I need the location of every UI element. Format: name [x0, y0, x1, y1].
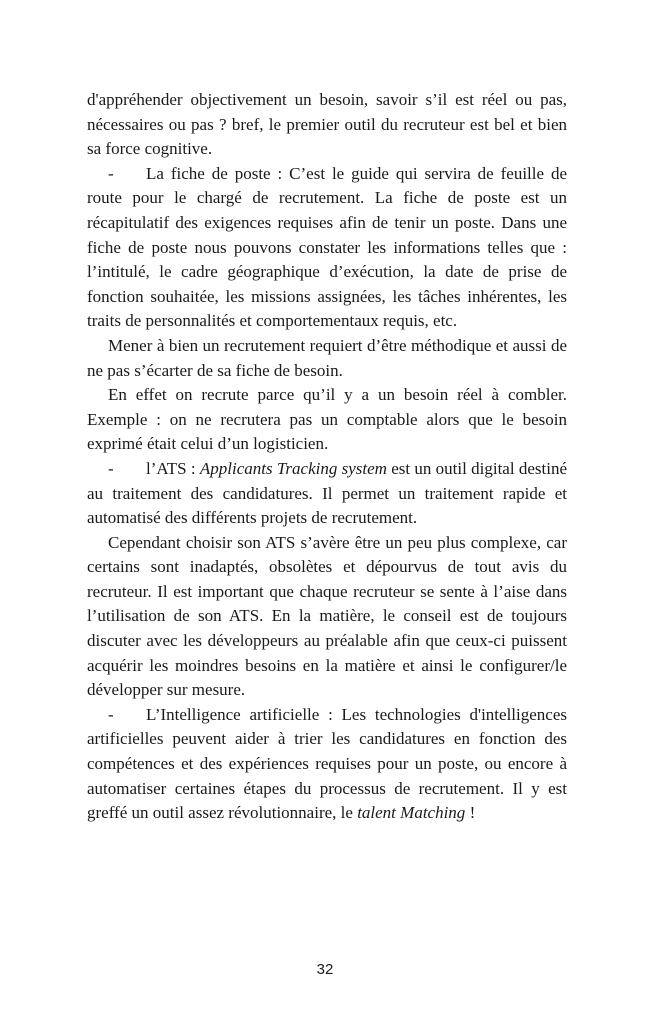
paragraph-3: Mener à bien un recrutement requiert d’être méthodique et aussi de ne pas s’écarter de sa fiche de besoin. — [87, 335, 567, 380]
bullet-lead: L’Intelligence artificielle : Les technologies d'intelligences artificielles peuvent aider à trier les candidatures en fonction des compétences et des expériences requises pour un poste, ou encore à automatiser certaines étapes du processus de recrutement. Il y est greffé un outil assez révolutionnaire, le — [87, 704, 567, 823]
bullet-dash: - — [108, 704, 114, 724]
bullet-rest: ! — [465, 803, 476, 823]
bullet-dash: - — [108, 163, 114, 183]
bullet-rest: est un outil digital destiné au traitement des candidatures. Il permet un traitement rapide et automatisé des différents projets de recrutement. — [87, 458, 567, 528]
bullet-lead: l’ATS : — [146, 458, 200, 478]
bullet-intelligence-artificielle — [87, 703, 567, 826]
bullet-fiche-de-poste — [87, 162, 567, 334]
paragraph-6: Cependant choisir son ATS s’avère être un peu plus complexe, car certains sont inadaptés, obsolètes et dépourvus de tout avis du recruteur. Il est important que chaque recruteur se sente à l’aise dans l’utilisation de son ATS. En la matière, le conseil est de toujours discuter avec les développeurs au préalable afin que ceux-ci puissent acquérir les moindres besoins en la matière et ainsi le configurer/le développer sur mesure. — [87, 532, 567, 700]
bullet-italic-term: Applicants Tracking system — [199, 458, 387, 478]
paragraph-1: d'appréhender objectivement un besoin, savoir s’il est réel ou pas, nécessaires ou pas ? bref, le premier outil du recruteur est bel et bien sa force cognitive. — [87, 90, 567, 159]
page-body — [87, 88, 567, 826]
bullet-text: La fiche de poste : C’est le guide qui servira de feuille de route pour le chargé de recrutement. La fiche de poste est un récapitulatif des exigences requises afin de tenir un poste. Dans une fiche de poste nous pouvons constater les informations telles que : l’intitulé, le cadre géographique d’exécution, la date de prise de fonction souhaitée, les missions assignées, les tâches inhérentes, les traits de personnalités et comportementaux requis, etc. — [87, 163, 567, 331]
bullet-italic-term: talent Matching — [357, 803, 466, 823]
bullet-ats — [87, 457, 567, 531]
bullet-dash: - — [108, 458, 114, 478]
page-number: 32 — [316, 961, 334, 978]
paragraph-4: En effet on recrute parce qu’il y a un besoin réel à combler. Exemple : on ne recrutera pas un comptable alors que le besoin exprimé était celui d’un logisticien. — [87, 385, 567, 454]
